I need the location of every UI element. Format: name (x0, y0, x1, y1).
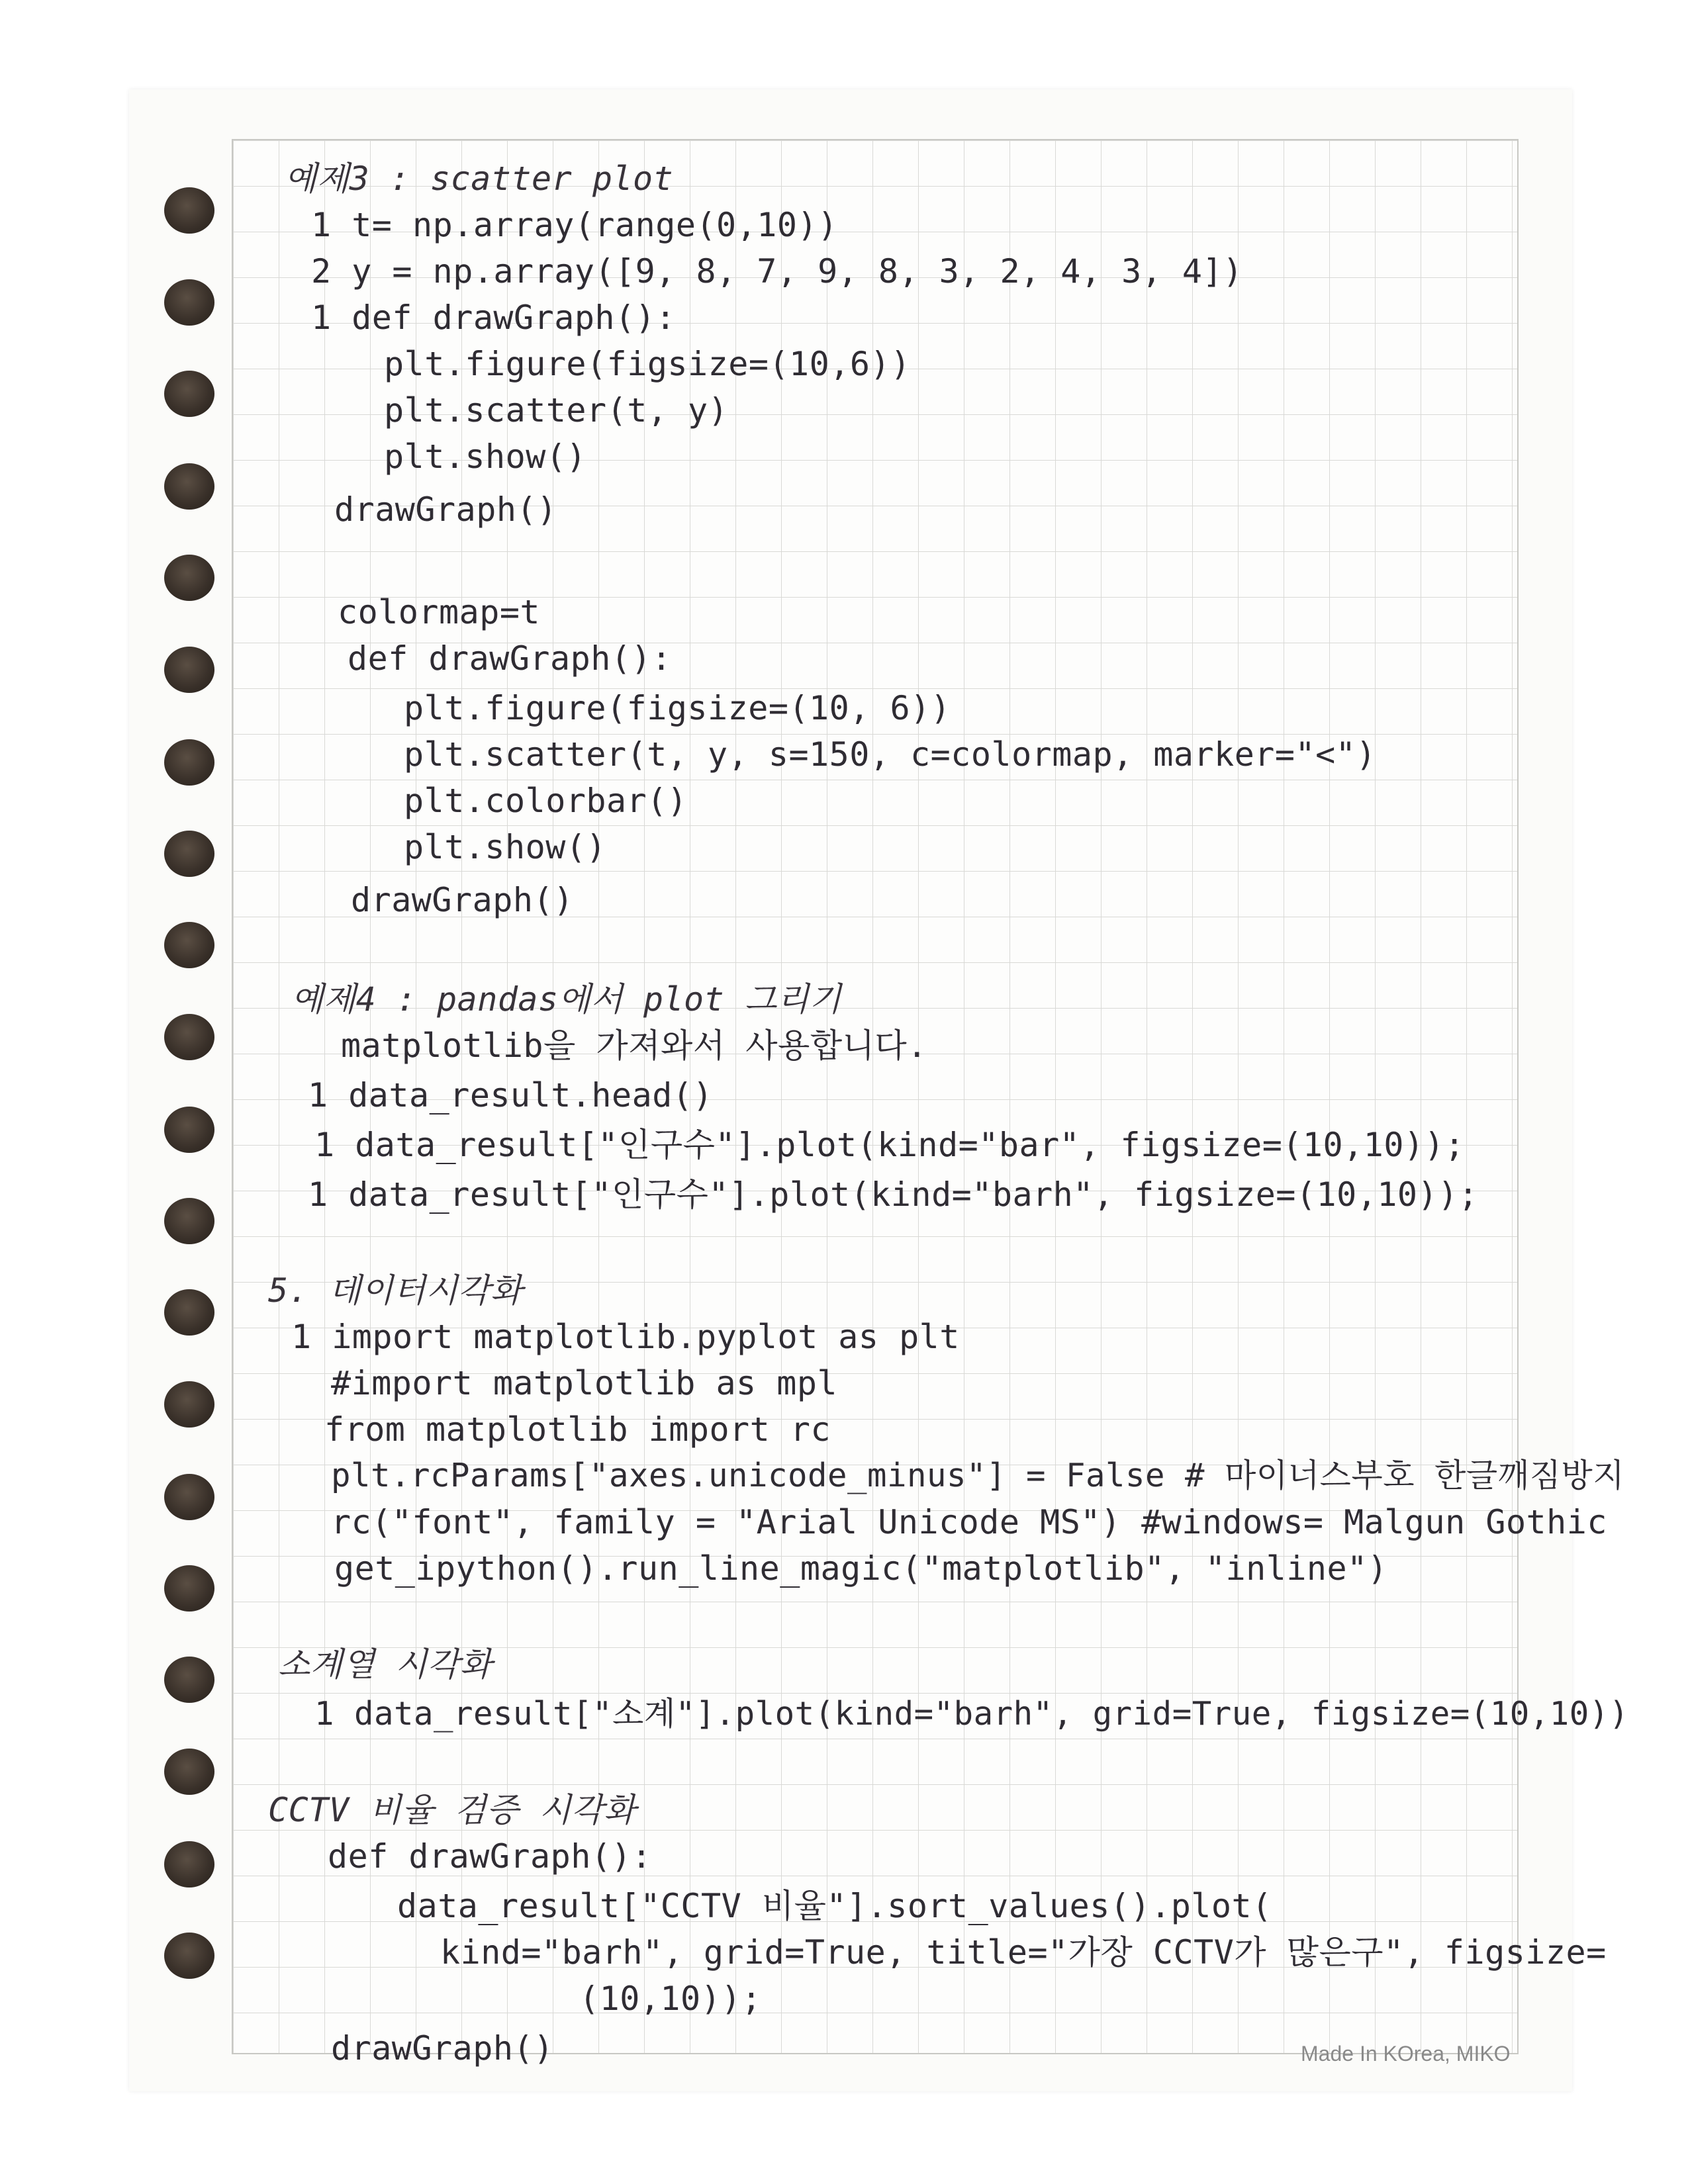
code-line: plt.rcParams["axes.unicode_minus"] = False # 마이너스부호 한글깨짐방지 (331, 1457, 1625, 1494)
binder-hole-icon (164, 1841, 214, 1888)
code-line: 1 data_result["인구수"].plot(kind="barh", figsize=(10,10)); (308, 1175, 1479, 1214)
code-line: plt.scatter(t, y) (384, 391, 729, 430)
code-line: #import matplotlib as mpl (331, 1364, 838, 1402)
binder-hole-icon (164, 1289, 214, 1336)
code-line: plt.colorbar() (404, 782, 688, 820)
code-line: 1 data_result["인구수"].plot(kind="bar", figsize=(10,10)); (314, 1126, 1465, 1164)
binder-hole-icon (164, 1381, 214, 1428)
code-line: get_ipython().run_line_magic("matplotlib", "inline") (334, 1549, 1388, 1588)
code-line: 1 import matplotlib.pyplot as plt (291, 1318, 960, 1356)
code-line: from matplotlib import rc (324, 1410, 831, 1449)
code-line: data_result["CCTV 비율"].sort_values().plot( (397, 1887, 1272, 1925)
code-line: 2 y = np.array([9, 8, 7, 9, 8, 3, 2, 4, 3, 4]) (311, 252, 1243, 291)
code-line: rc("font", family = "Arial Unicode MS") #windows= Malgun Gothic (331, 1503, 1607, 1541)
section-heading: CCTV 비율 검증 시각화 (268, 1791, 636, 1829)
binder-hole-icon (164, 1014, 214, 1060)
binder-hole-icon (164, 1107, 214, 1153)
binder-hole-icon (164, 463, 214, 510)
section-heading: 5. 데이터시각화 (268, 1271, 523, 1310)
code-line: plt.show() (384, 437, 587, 476)
code-line: (10,10)); (579, 1979, 762, 2018)
binder-hole-icon (164, 647, 214, 693)
binder-hole-icon (164, 1749, 214, 1795)
section-heading: 예제3 : scatter plot (285, 159, 674, 198)
code-line: 1 def drawGraph(): (311, 298, 676, 337)
binder-hole-icon (164, 1474, 214, 1520)
binder-hole-icon (164, 371, 214, 417)
code-line: drawGraph() (334, 490, 557, 529)
binder-hole-icon (164, 1657, 214, 1703)
brand-watermark: Made In KOrea, MIKO (1301, 2042, 1511, 2066)
code-line: 1 t= np.array(range(0,10)) (311, 206, 838, 244)
binder-hole-icon (164, 1198, 214, 1244)
code-line: plt.figure(figsize=(10,6)) (384, 345, 911, 383)
binder-hole-icon (164, 1565, 214, 1612)
code-line: kind="barh", grid=True, title="가장 CCTV가 많은구", figsize= (440, 1933, 1607, 1972)
code-line: def drawGraph(): (348, 639, 672, 678)
binder-hole-icon (164, 187, 214, 234)
code-line: def drawGraph(): (328, 1837, 652, 1876)
binder-hole-icon (164, 922, 214, 968)
code-line: 1 data_result["소계"].plot(kind="barh", grid=True, figsize=(10,10)) (314, 1695, 1629, 1733)
code-line: drawGraph() (351, 881, 574, 919)
binder-hole-icon (164, 831, 214, 877)
code-line: matplotlib을 가져와서 사용합니다. (341, 1026, 927, 1065)
binder-hole-icon (164, 1933, 214, 1979)
code-line: drawGraph() (331, 2029, 554, 2068)
binder-hole-icon (164, 739, 214, 786)
code-line: 1 data_result.head() (308, 1076, 714, 1115)
section-heading: 소계열 시각화 (278, 1645, 492, 1684)
code-line: plt.figure(figsize=(10, 6)) (404, 689, 951, 727)
section-heading: 예제4 : pandas에서 plot 그리기 (291, 980, 842, 1019)
code-line: plt.scatter(t, y, s=150, c=colormap, marker="<") (404, 735, 1376, 774)
code-line: colormap=t (338, 593, 541, 631)
binder-hole-icon (164, 555, 214, 601)
code-line: plt.show() (404, 828, 607, 866)
binder-hole-icon (164, 279, 214, 326)
